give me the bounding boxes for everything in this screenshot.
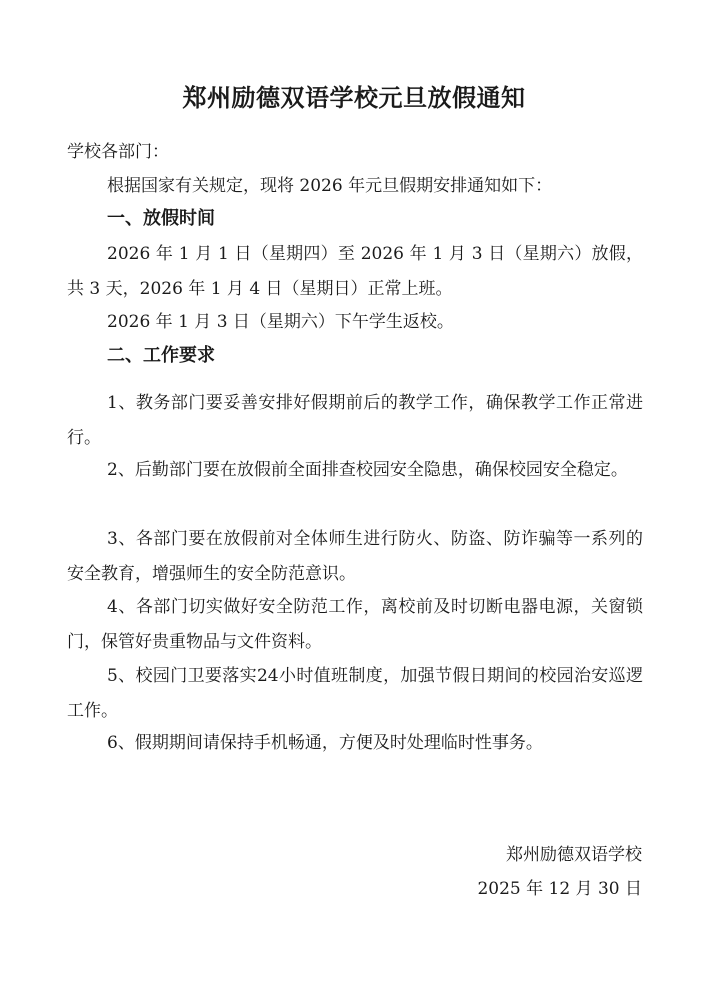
signature-date: 2025 年 12 月 30 日 (477, 879, 642, 899)
document-title: 郑州励德双语学校元旦放假通知 (182, 83, 526, 112)
intro-paragraph: 根据国家有关规定，现将 2026 年元旦假期安排通知如下： (107, 176, 553, 196)
section-heading-holiday-time: 一、放假时间 (107, 208, 215, 229)
signature-organization: 郑州励德双语学校 (506, 845, 642, 865)
requirement-item-5: 5、校园门卫要落实24小时值班制度，加强节假日期间的校园治安巡逻工作。 (67, 666, 643, 721)
requirement-item-1: 1、教务部门要妥善安排好假期前后的教学工作，确保教学工作正常进行。 (67, 393, 643, 448)
requirement-item-6: 6、假期期间请保持手机畅通，方便及时处理临时性事务。 (107, 733, 543, 753)
requirement-item-2: 2、后勤部门要在放假前全面排查校园安全隐患，确保校园安全稳定。 (107, 460, 628, 480)
section-heading-work-requirements: 二、工作要求 (107, 345, 215, 366)
requirement-item-4: 4、各部门切实做好安全防范工作，离校前及时切断电器电源，关窗锁门，保管好贵重物品与文件资料。 (67, 597, 643, 652)
salutation: 学校各部门： (67, 142, 169, 162)
student-return-paragraph: 2026 年 1 月 3 日（星期六）下午学生返校。 (107, 312, 454, 332)
holiday-dates-paragraph: 2026 年 1 月 1 日（星期四）至 2026 年 1 月 3 日（星期六）放假，共 3 天，2026 年 1 月 4 日（星期日）正常上班。 (67, 244, 643, 299)
requirement-item-3: 3、各部门要在放假前对全体师生进行防火、防盗、防诈骗等一系列的安全教育，增强师生的安全防范意识。 (67, 529, 643, 584)
